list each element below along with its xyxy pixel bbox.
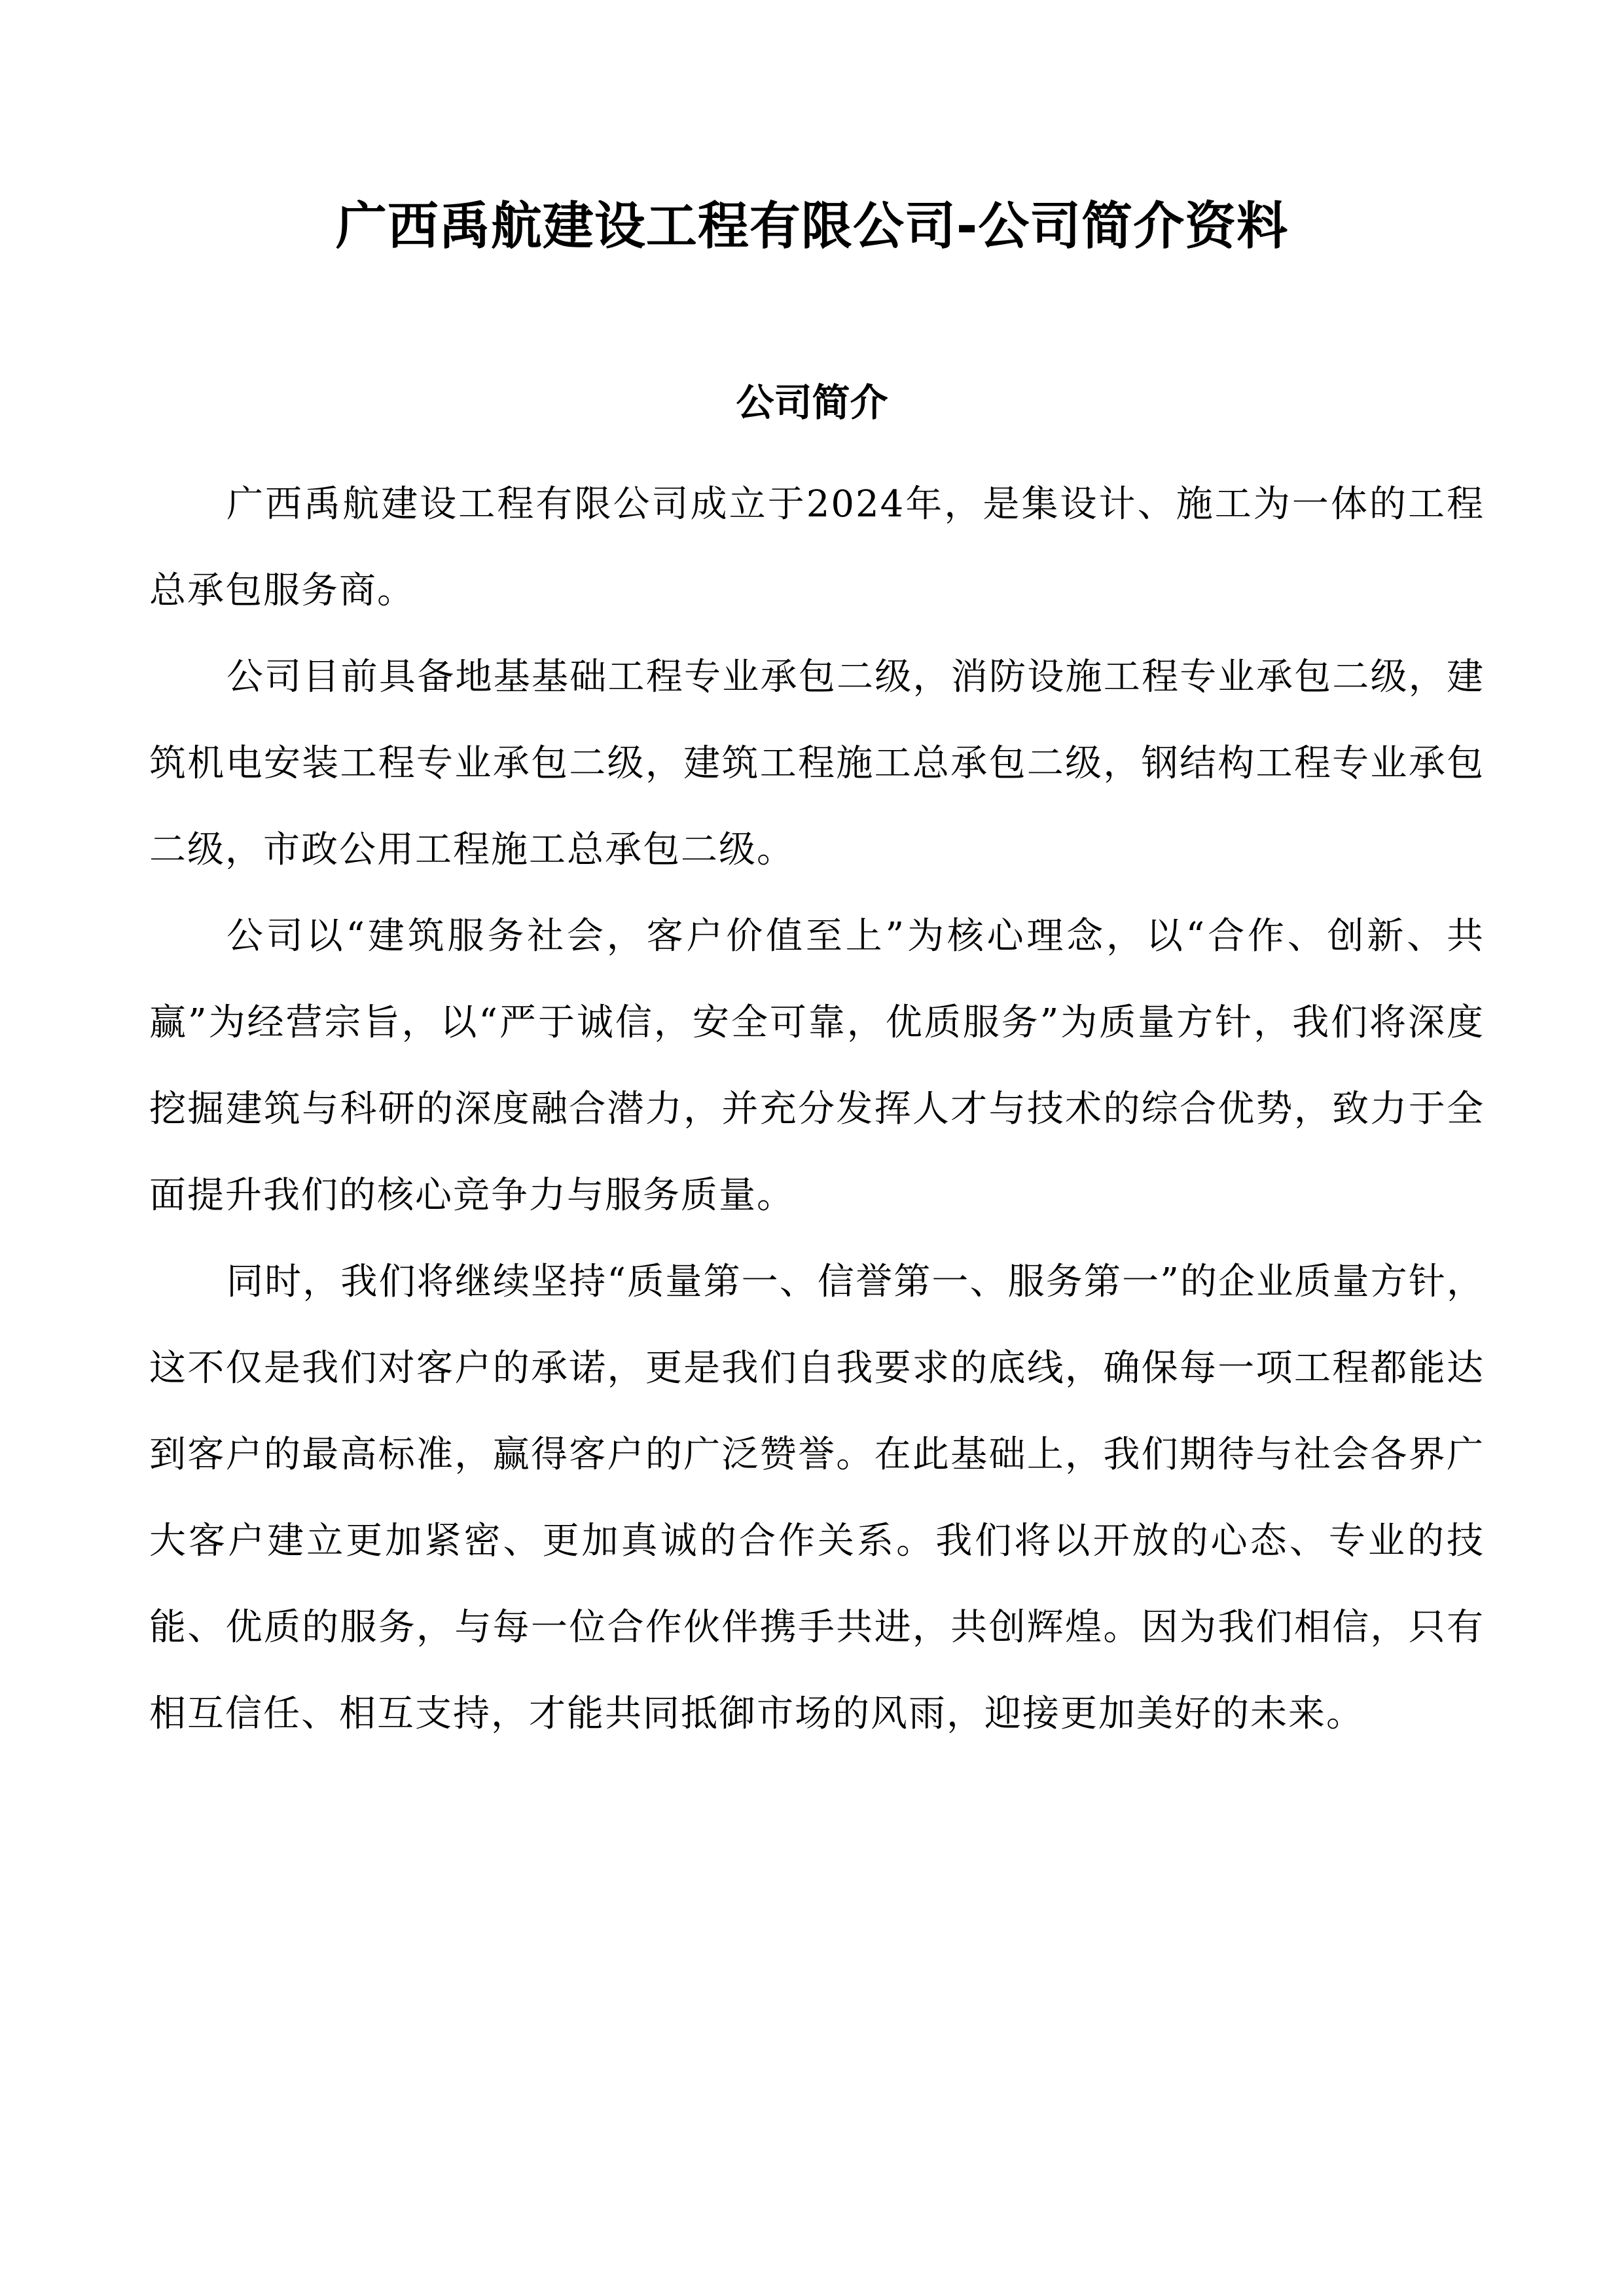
section-title: 公司简介 — [736, 380, 888, 425]
document-title: 广西禹航建设工程有限公司-公司简介资料 — [335, 197, 1289, 256]
paragraph-founding: 广西禹航建设工程有限公司成立于2024年，是集设计、施工为一体的工程总承包服务商。 — [149, 483, 1485, 612]
paragraph-commitment: 同时，我们将继续坚持“质量第一、信誉第一、服务第一”的企业质量方针，这不仅是我们对客户的承诺，更是我们自我要求的底线，确保每一项工程都能达到客户的最高标准，赢得客户的广泛赞誉。在此基础上，我们期待与社会各界广大客户建立更加紧密、更加真诚的合作关系。我们将以开放的心态、专业的技能、优质的服务，与每一位合作伙伴携手共进，共创辉煌。因为我们相信，只有相互信任、相互支持，才能共同抵御市场的风雨，迎接更加美好的未来。 — [149, 1261, 1485, 1735]
body-text — [149, 461, 1485, 1757]
paragraph-qualifications: 公司目前具备地基基础工程专业承包二级，消防设施工程专业承包二级，建筑机电安装工程专业承包二级，建筑工程施工总承包二级，钢结构工程专业承包二级，市政公用工程施工总承包二级。 — [149, 656, 1485, 871]
paragraph-philosophy: 公司以“建筑服务社会，客户价值至上”为核心理念，以“合作、创新、共赢”为经营宗旨，以“严于诚信，安全可靠，优质服务”为质量方针，我们将深度挖掘建筑与科研的深度融合潜力，并充分发挥人才与技术的综合优势，致力于全面提升我们的核心竞争力与服务质量。 — [149, 915, 1485, 1217]
